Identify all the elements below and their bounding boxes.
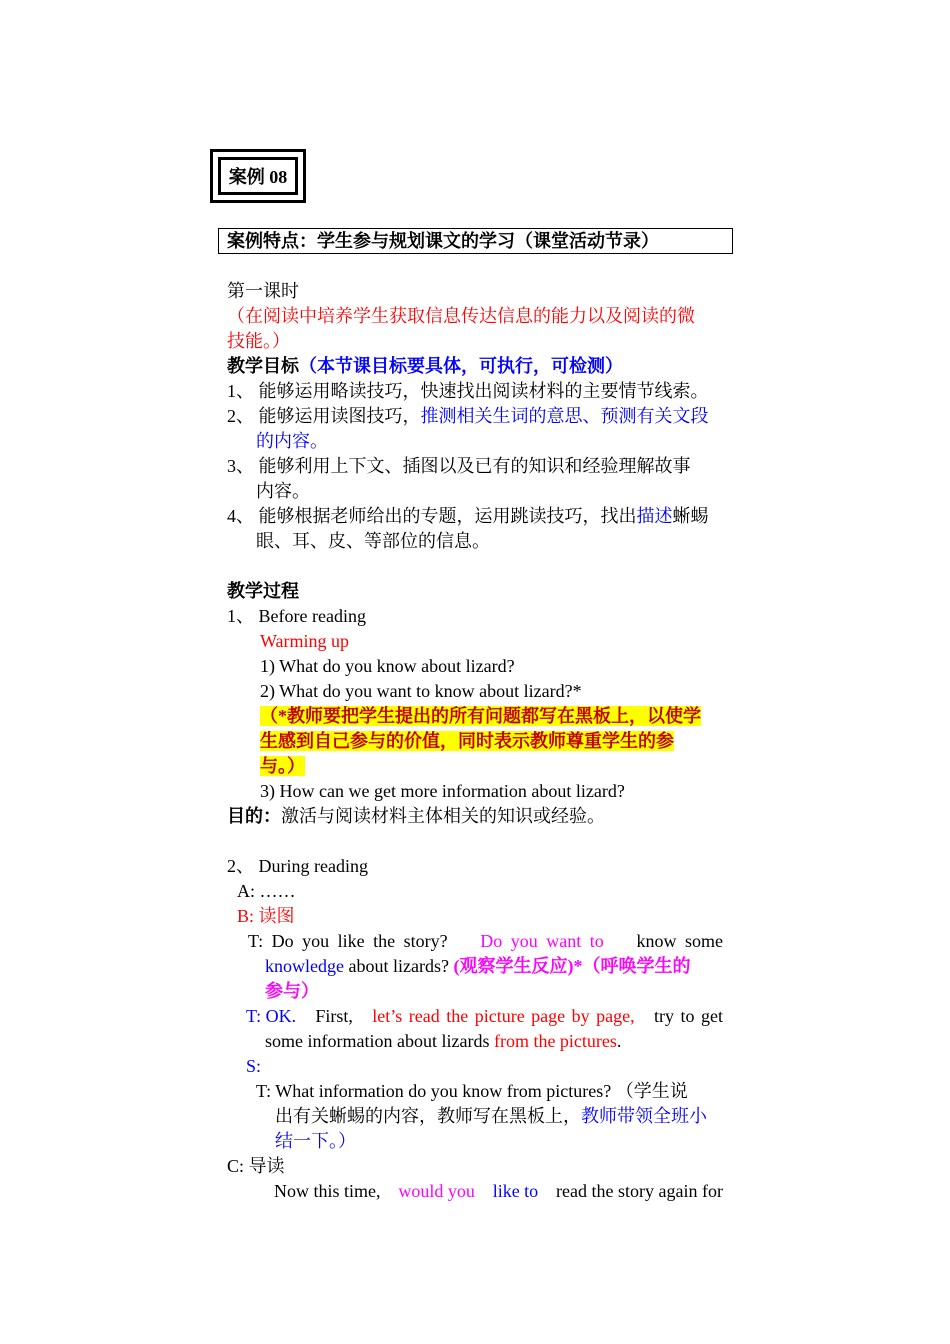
question-1: 1) What do you know about lizard? (260, 656, 515, 676)
teacher-note-text-2: 生感到自己参与的价值，同时表示教师尊重学生的参 (260, 731, 674, 751)
teacher-note-text-3: 与。） (260, 756, 305, 776)
teacher-line-2-a: T: OK. (246, 1006, 297, 1026)
teacher-line-4-b: would you (398, 1181, 475, 1201)
before-reading-heading: 1、 Before reading (227, 606, 366, 626)
during-reading-heading: 2、 During reading (227, 856, 368, 876)
teacher-line-2 (246, 1004, 723, 1029)
teacher-line-2-b: First, (315, 1006, 353, 1026)
process-title: 教学过程 (227, 581, 299, 601)
teacher-line-4-a: Now this time, (274, 1181, 381, 1201)
teacher-note-line-2 (260, 729, 674, 754)
case-label: 案例 08 (218, 157, 298, 195)
goal-2-text: 2、 能够运用读图技巧， (227, 406, 421, 426)
teacher-line-1 (248, 929, 723, 954)
teacher-line-2-continued (265, 1029, 621, 1054)
teacher-note-line-1 (260, 704, 701, 729)
goal-2-highlight: 推测相关生词的意思、预测有关文段 (420, 406, 709, 426)
teacher-line-1-a: T: Do you like the story? (248, 931, 448, 951)
teacher-line-2-e: some information about lizards (265, 1031, 490, 1051)
teacher-line-2-c: let’s read the picture page by page, (372, 1006, 635, 1026)
teacher-line-3-continued (275, 1104, 707, 1129)
teacher-note-text-1: （*教师要把学生提出的所有问题都写在黑板上，以使学 (260, 706, 701, 726)
goal-4 (227, 504, 709, 529)
question-3: 3) How can we get more information about lizard? (260, 781, 625, 801)
lesson-note-line-2: 技能。） (227, 331, 290, 351)
goal-2-continued: 的内容。 (256, 431, 328, 451)
goal-4-text-end: 蜥蜴 (672, 506, 709, 526)
teacher-line-2-d: try to get (653, 1006, 723, 1026)
teacher-note-line-3 (260, 754, 305, 779)
lesson-title: 第一课时 (227, 281, 299, 301)
teacher-line-4-d: read the story again for (556, 1181, 723, 1201)
teacher-line-1-f: (观察学生反应)*（呼唤学生的 (453, 956, 691, 976)
teacher-line-1-end: 参与） (265, 981, 319, 1001)
teacher-line-1-continued (265, 954, 690, 979)
goal-note: （本节课目标要具体，可执行，可检测） (299, 356, 623, 376)
goal-4-continued: 眼、耳、皮、等部位的信息。 (256, 531, 490, 551)
teacher-line-1-d: knowledge (265, 956, 344, 976)
teacher-line-2-g: . (616, 1031, 622, 1051)
question-2: 2) What do you want to know about lizard?* (260, 681, 582, 701)
step-c: C: 导读 (227, 1156, 285, 1176)
warming-up: Warming up (260, 631, 350, 651)
teacher-line-4 (274, 1179, 723, 1204)
teacher-line-4-c: like to (492, 1181, 539, 1201)
teacher-line-1-row (248, 929, 723, 954)
teacher-line-3-end: 结一下。） (275, 1131, 356, 1151)
teacher-line-1-c: know some (636, 931, 723, 951)
goal-1: 1、 能够运用略读技巧，快速找出阅读材料的主要情节线索。 (227, 381, 709, 401)
aim (227, 804, 605, 829)
student-line: S: (246, 1056, 262, 1076)
lesson-note-line-1: （在阅读中培养学生获取信息传达信息的能力以及阅读的微 (227, 306, 695, 326)
goal-3: 3、 能够利用上下文、插图以及已有的知识和经验理解故事 (227, 456, 691, 476)
goal-heading (227, 354, 623, 379)
teacher-line-3: T: What information do you know from pictures? （学生说 (256, 1081, 688, 1101)
goal-2 (227, 404, 709, 429)
step-a: A: …… (237, 881, 296, 901)
teacher-line-1-b: Do you want to (480, 931, 604, 951)
aim-text: 激活与阅读材料主体相关的知识或经验。 (281, 806, 605, 826)
goal-4-highlight: 描述 (636, 506, 673, 526)
teacher-line-2-f: from the pictures (493, 1031, 617, 1051)
case-label-box (210, 149, 306, 203)
teacher-line-4-row (274, 1179, 723, 1204)
teacher-line-2-row (246, 1004, 723, 1029)
case-feature-box: 案例特点：学生参与规划课文的学习（课堂活动节录） (218, 228, 733, 254)
teacher-line-3-b: 出有关蜥蜴的内容，教师写在黑板上， (275, 1106, 581, 1126)
step-b: B: 读图 (237, 906, 295, 926)
teacher-line-3-c: 教师带领全班小 (581, 1106, 707, 1126)
teacher-line-1-e: about lizards? (348, 956, 449, 976)
goal-title: 教学目标 (227, 356, 299, 376)
goal-3-continued: 内容。 (256, 481, 310, 501)
goal-4-text: 4、 能够根据老师给出的专题，运用跳读技巧，找出 (227, 506, 637, 526)
aim-label: 目的： (227, 806, 281, 826)
